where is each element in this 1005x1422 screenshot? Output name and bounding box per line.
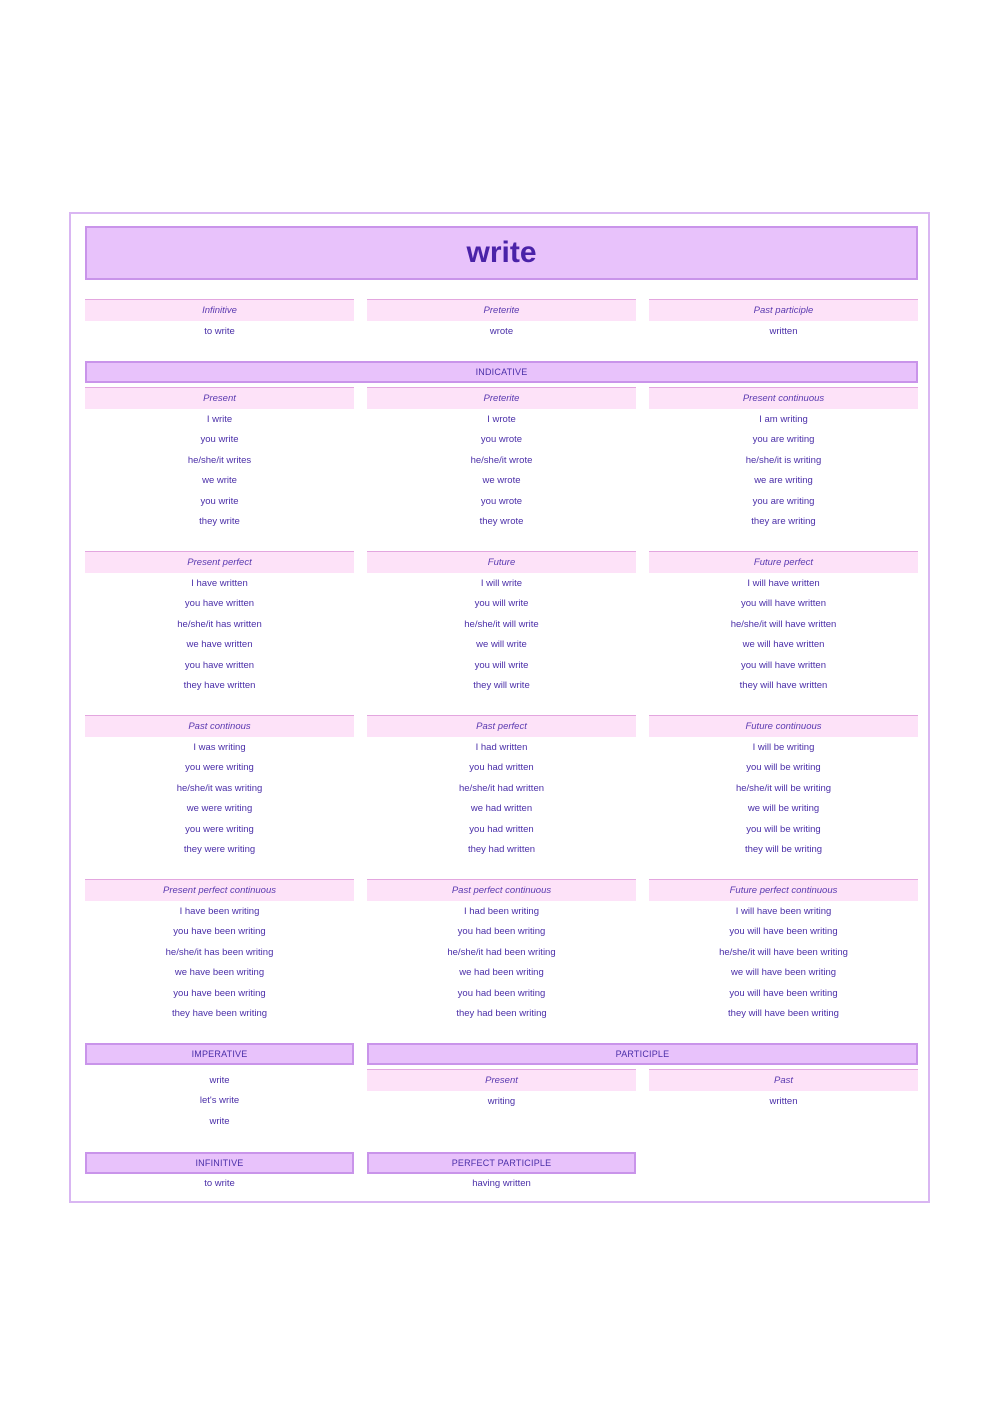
column-header: Past perfect: [367, 715, 636, 737]
participle-present: [367, 1069, 636, 1112]
form-cell: written: [769, 325, 798, 337]
form-cell: you were writing: [185, 823, 254, 835]
form-cell: he/she/it writes: [187, 454, 252, 466]
column-header: Future perfect: [649, 551, 918, 573]
principal-infinitive: [85, 299, 354, 342]
column-header: Present: [367, 1069, 636, 1091]
form-cell: they write: [199, 516, 240, 528]
section-imperative: IMPERATIVE: [85, 1043, 354, 1065]
principal-past-participle: [649, 299, 918, 342]
form-cell: we will have written: [742, 639, 825, 651]
tense-future-continuous: [649, 715, 918, 860]
form-cell: you will write: [474, 598, 529, 610]
tense-preterite: [367, 387, 636, 532]
section-participle: PARTICIPLE: [367, 1043, 918, 1065]
form-cell: write: [209, 1115, 230, 1127]
column-header: Present continuous: [649, 387, 918, 409]
column-header: Past participle: [649, 299, 918, 321]
form-cell: they have been writing: [171, 1008, 268, 1020]
form-cell: you were writing: [185, 762, 254, 774]
form-cell: they had been writing: [456, 1008, 547, 1020]
form-cell: they will have written: [739, 680, 828, 692]
form-cell: you will have been writing: [729, 987, 838, 999]
form-cell: you had written: [469, 823, 534, 835]
form-cell: you are writing: [752, 434, 815, 446]
form-cell: you will have written: [740, 659, 826, 671]
tense-past-perfect-continuous: [367, 879, 636, 1024]
form-cell: you are writing: [752, 495, 815, 507]
imperative-forms: [85, 1070, 354, 1132]
form-cell: you have been writing: [173, 926, 266, 938]
form-cell: he/she/it will write: [464, 618, 539, 630]
column-header: Future perfect continuous: [649, 879, 918, 901]
form-cell: I will be writing: [752, 741, 815, 753]
form-cell: written: [769, 1095, 798, 1107]
column-header: Past: [649, 1069, 918, 1091]
participle-past: [649, 1069, 918, 1112]
verb-title: write: [466, 236, 537, 269]
tense-present-perfect-continuous: [85, 879, 354, 1024]
form-cell: you had been writing: [457, 926, 546, 938]
form-cell: I write: [206, 413, 233, 425]
form-cell: he/she/it wrote: [470, 454, 533, 466]
form-cell: I have written: [191, 577, 248, 589]
form-cell: you have written: [184, 659, 255, 671]
form-cell: we have written: [186, 639, 253, 651]
form-cell: having written: [472, 1177, 531, 1189]
form-cell: I had written: [475, 741, 528, 753]
column-header: Future: [367, 551, 636, 573]
form-cell: I am writing: [759, 413, 808, 425]
form-cell: they will write: [473, 680, 530, 692]
tense-future-perfect-continuous: [649, 879, 918, 1024]
tense-future: [367, 551, 636, 696]
form-cell: you have been writing: [173, 987, 266, 999]
form-cell: they had written: [467, 844, 536, 856]
form-cell: we have been writing: [174, 967, 265, 979]
column-header: Present perfect: [85, 551, 354, 573]
form-cell: I have been writing: [179, 905, 260, 917]
column-header: Infinitive: [85, 299, 354, 321]
form-cell: we had written: [470, 803, 533, 815]
form-cell: let's write: [199, 1095, 240, 1107]
form-cell: we will write: [476, 639, 527, 651]
column-header: Future continuous: [649, 715, 918, 737]
form-cell: he/she/it will have written: [730, 618, 837, 630]
form-cell: he/she/it had written: [458, 782, 545, 794]
tense-present: [85, 387, 354, 532]
form-cell: you wrote: [480, 495, 523, 507]
form-cell: we wrote: [482, 475, 521, 487]
form-cell: I wrote: [487, 413, 516, 425]
form-cell: we will be writing: [747, 803, 820, 815]
form-cell: I will write: [480, 577, 523, 589]
form-cell: he/she/it will have been writing: [719, 946, 848, 958]
form-cell: writing: [487, 1095, 516, 1107]
form-cell: he/she/it will be writing: [735, 782, 832, 794]
form-cell: he/she/it is writing: [745, 454, 822, 466]
form-cell: they wrote: [479, 516, 524, 528]
form-cell: to write: [204, 325, 235, 337]
section-perfect-participle: PERFECT PARTICIPLE: [367, 1152, 636, 1174]
section-indicative: INDICATIVE: [85, 361, 918, 383]
tense-past-continuous: [85, 715, 354, 860]
form-cell: he/she/it has been writing: [165, 946, 274, 958]
section-infinitive: INFINITIVE: [85, 1152, 354, 1174]
form-cell: you will write: [474, 659, 529, 671]
form-cell: you will be writing: [746, 823, 821, 835]
form-cell: they were writing: [183, 844, 256, 856]
form-cell: wrote: [489, 325, 514, 337]
column-header: Preterite: [367, 387, 636, 409]
tense-future-perfect: [649, 551, 918, 696]
column-header: Present perfect continuous: [85, 879, 354, 901]
perfect-participle-form: [367, 1173, 636, 1194]
form-cell: he/she/it had been writing: [447, 946, 556, 958]
form-cell: you will be writing: [746, 762, 821, 774]
column-header: Preterite: [367, 299, 636, 321]
form-cell: I will have written: [747, 577, 820, 589]
form-cell: I was writing: [193, 741, 246, 753]
form-cell: you had written: [469, 762, 534, 774]
form-cell: to write: [204, 1177, 235, 1189]
form-cell: you have written: [184, 598, 255, 610]
form-cell: I had been writing: [464, 905, 539, 917]
form-cell: they will be writing: [744, 844, 823, 856]
form-cell: we had been writing: [459, 967, 544, 979]
principal-preterite: [367, 299, 636, 342]
column-header: Present: [85, 387, 354, 409]
form-cell: he/she/it was writing: [176, 782, 263, 794]
form-cell: they are writing: [751, 516, 816, 528]
form-cell: you will have been writing: [729, 926, 838, 938]
form-cell: you wrote: [480, 434, 523, 446]
form-cell: we write: [202, 475, 237, 487]
form-cell: you write: [200, 434, 239, 446]
tense-present-perfect: [85, 551, 354, 696]
form-cell: they will have been writing: [728, 1008, 839, 1020]
form-cell: you had been writing: [457, 987, 546, 999]
form-cell: we are writing: [754, 475, 813, 487]
infinitive-form: [85, 1173, 354, 1194]
tense-present-continuous: [649, 387, 918, 532]
form-cell: you will have written: [740, 598, 826, 610]
column-header: Past continous: [85, 715, 354, 737]
verb-title-bar: [85, 226, 918, 280]
form-cell: you write: [200, 495, 239, 507]
form-cell: we will have been writing: [730, 967, 837, 979]
form-cell: write: [209, 1074, 230, 1086]
form-cell: he/she/it has written: [177, 618, 262, 630]
form-cell: I will have been writing: [735, 905, 832, 917]
tense-past-perfect: [367, 715, 636, 860]
form-cell: they have written: [183, 680, 256, 692]
form-cell: we were writing: [186, 803, 253, 815]
column-header: Past perfect continuous: [367, 879, 636, 901]
